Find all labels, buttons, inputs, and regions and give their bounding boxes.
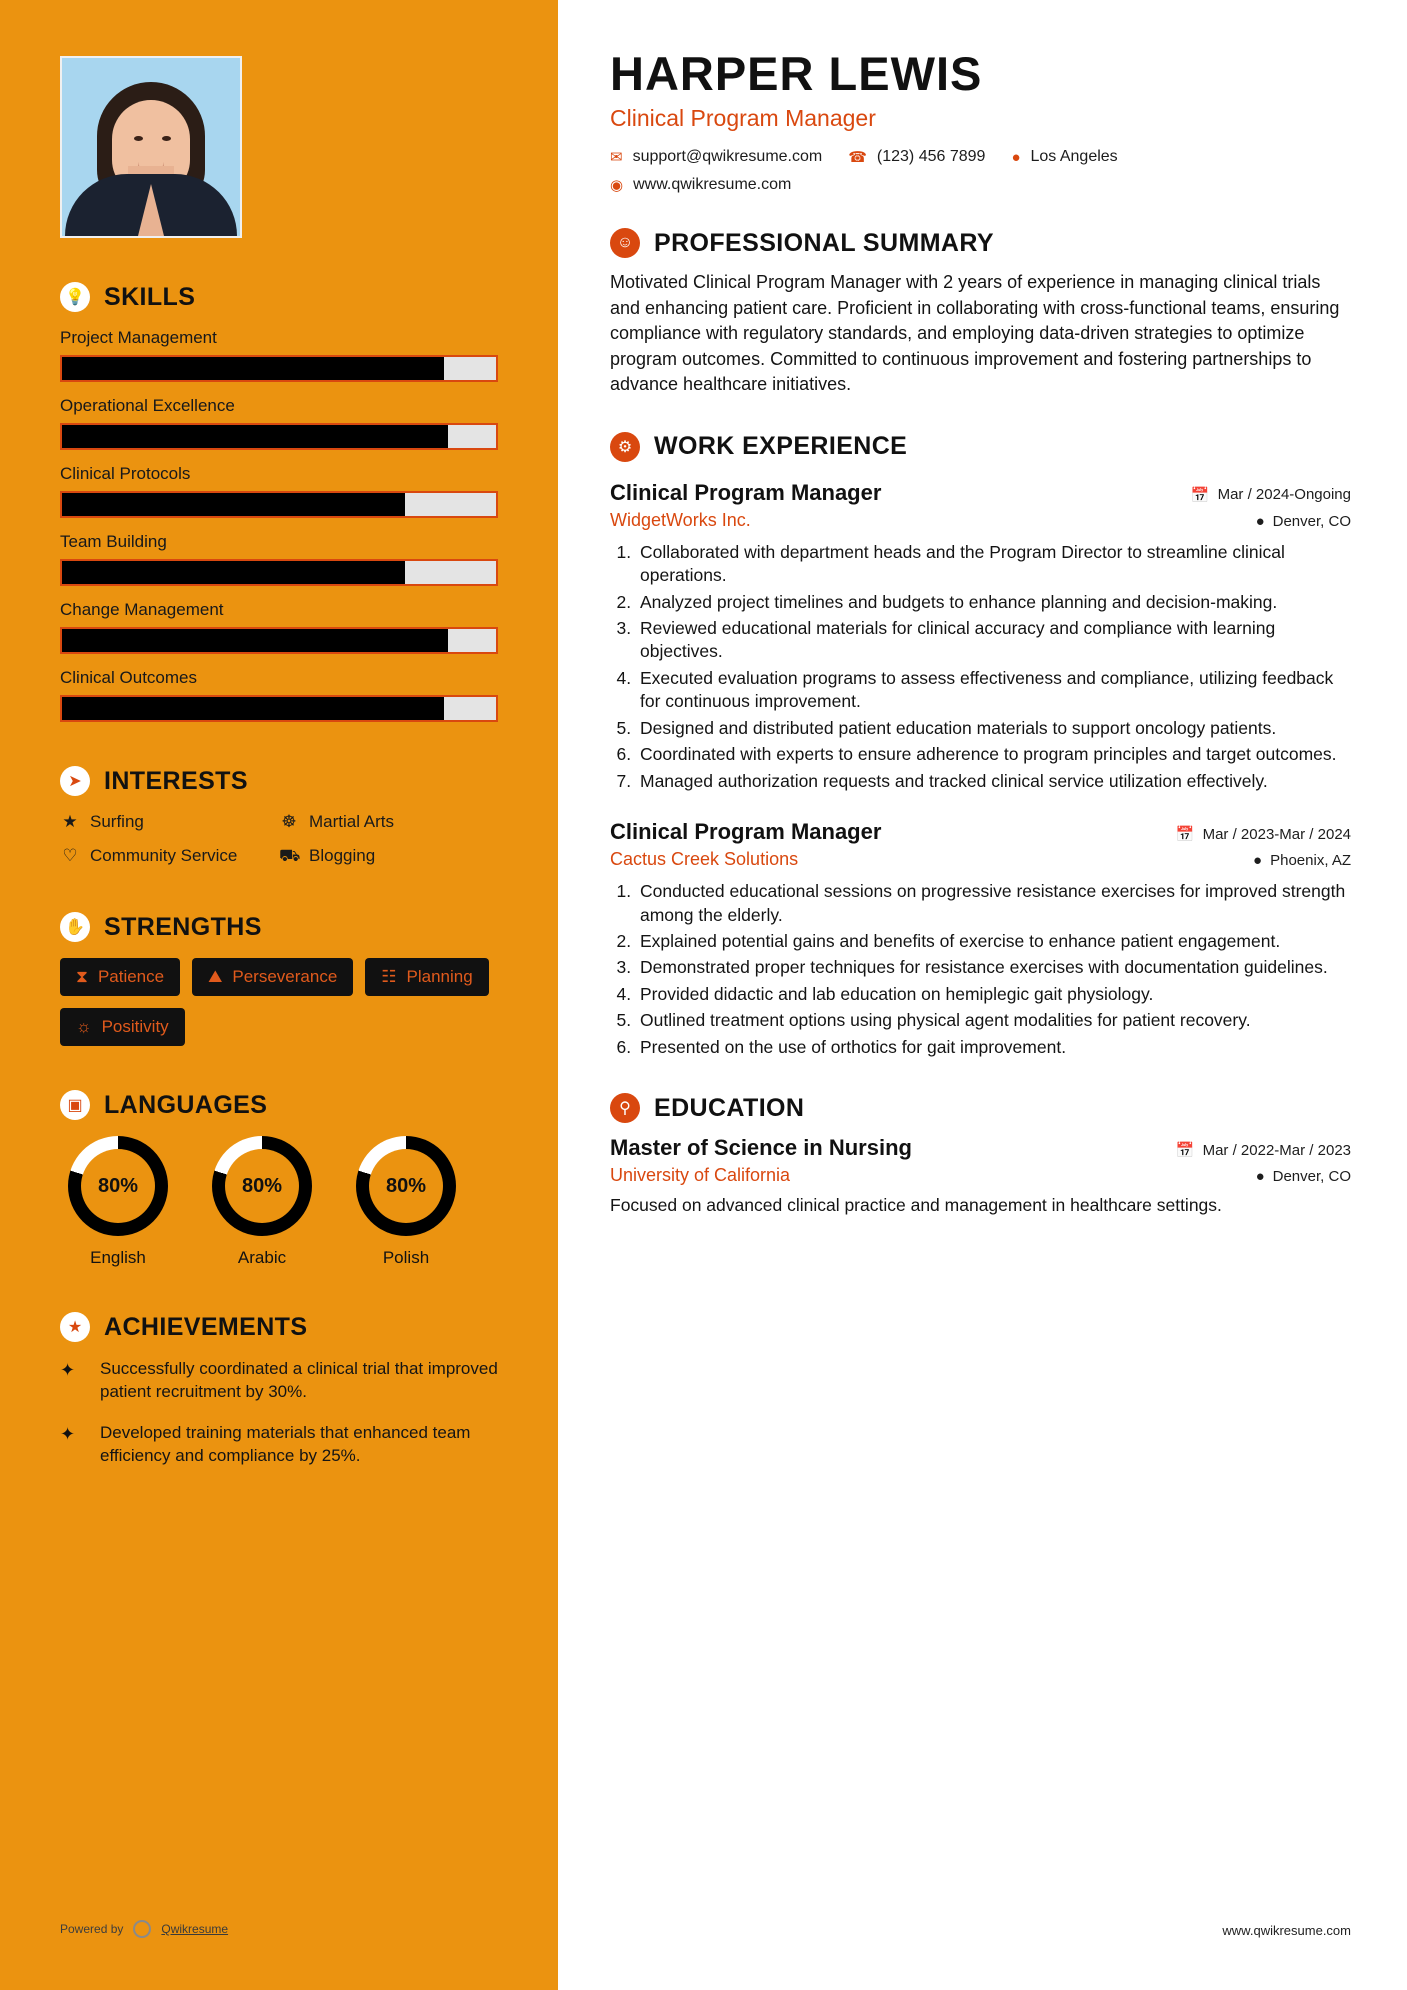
skill-bar-fill bbox=[62, 493, 405, 516]
job-location bbox=[1253, 852, 1351, 869]
email-icon: ✉ bbox=[610, 149, 623, 166]
language-item bbox=[204, 1136, 320, 1268]
education-entry bbox=[610, 1135, 1351, 1217]
job-title: Clinical Program Manager bbox=[610, 479, 882, 505]
achievements-list bbox=[60, 1358, 498, 1468]
skill-label: Team Building bbox=[60, 532, 167, 551]
languages-list bbox=[60, 1136, 498, 1268]
id-card-icon: ▣ bbox=[60, 1090, 90, 1120]
strengths-section-header bbox=[60, 912, 498, 942]
strength-chip bbox=[192, 958, 353, 996]
job-location bbox=[1256, 513, 1351, 530]
skill-bar-fill bbox=[62, 425, 448, 448]
qwikresume-logo-icon bbox=[133, 1920, 151, 1938]
location-pin-icon: ● bbox=[1255, 1168, 1265, 1186]
achievements-section-header bbox=[60, 1312, 498, 1342]
skill-item bbox=[60, 668, 498, 722]
summary-text: Motivated Clinical Program Manager with 2 years of experience in managing clinical trials and enhancing patient care. Proficient in collaborating with cross-functional teams, ensuring compliance with regulatory standards, and employing data-driven strategies to optimize program outcomes. Committed to continuous improvement and fostering partnerships to advance healthcare initiatives. bbox=[610, 272, 1340, 395]
language-percent: 80% bbox=[369, 1149, 443, 1223]
summary-section-header bbox=[610, 228, 1351, 258]
skill-bar bbox=[60, 627, 498, 654]
job-dates-text: Mar / 2024-Ongoing bbox=[1217, 486, 1351, 504]
languages-title: LANGUAGES bbox=[104, 1090, 268, 1119]
language-donut bbox=[356, 1136, 456, 1236]
star-badge-icon: ★ bbox=[60, 1312, 90, 1342]
sun-icon: ☼ bbox=[76, 1017, 92, 1036]
skill-label: Change Management bbox=[60, 600, 224, 619]
job-company: Cactus Creek Solutions bbox=[610, 849, 799, 870]
hand-heart-icon: ♡ bbox=[62, 846, 78, 865]
contact-email[interactable] bbox=[610, 148, 822, 166]
skill-item bbox=[60, 328, 498, 382]
trophy-star-icon: ✦ bbox=[60, 1360, 76, 1380]
strength-label: Patience bbox=[97, 967, 165, 986]
degree-title: Master of Science in Nursing bbox=[610, 1135, 912, 1161]
language-percent: 80% bbox=[225, 1149, 299, 1223]
phone-icon: ☎ bbox=[848, 149, 867, 166]
language-name: Polish bbox=[382, 1248, 430, 1267]
star-icon: ★ bbox=[62, 812, 78, 831]
calendar-icon: 📅 bbox=[1175, 826, 1195, 844]
language-percent: 80% bbox=[81, 1149, 155, 1223]
job-bullet: 2. Analyzed project timelines and budgets to enhance planning and decision-making. bbox=[636, 591, 1351, 614]
location-pin-icon: ● bbox=[1253, 852, 1263, 870]
job-bullet: 6. Coordinated with experts to ensure adherence to program principles and target outcomes. bbox=[636, 743, 1351, 766]
contact-phone-text: (123) 456 7899 bbox=[876, 148, 986, 165]
education-section-header bbox=[610, 1093, 1351, 1123]
job-bullet: 5. Outlined treatment options using physical agent modalities for patient recovery. bbox=[636, 1009, 1351, 1032]
job-bullets bbox=[636, 541, 1351, 793]
job-location-text: Phoenix, AZ bbox=[1270, 852, 1351, 870]
powered-by-label: Powered by bbox=[60, 1922, 124, 1936]
language-donut bbox=[68, 1136, 168, 1236]
skills-section-header bbox=[60, 282, 498, 312]
page-title: HARPER LEWIS bbox=[610, 47, 983, 100]
experience-entry bbox=[610, 480, 1351, 793]
sidebar bbox=[0, 0, 558, 1990]
interest-item bbox=[60, 846, 279, 868]
job-location-text: Denver, CO bbox=[1272, 512, 1351, 530]
job-bullets bbox=[636, 880, 1351, 1059]
skill-bar bbox=[60, 355, 498, 382]
job-bullet: 4. Executed evaluation programs to assess effectiveness and compliance, utilizing feedback for continuous improvement. bbox=[636, 667, 1351, 714]
skill-item bbox=[60, 464, 498, 518]
contact-email-text: support@qwikresume.com bbox=[632, 148, 823, 165]
school-name: University of California bbox=[610, 1165, 791, 1186]
job-bullet: 2. Explained potential gains and benefits of exercise to enhance patient engagement. bbox=[636, 930, 1351, 953]
education-dates bbox=[1176, 1141, 1351, 1159]
skill-bar-fill bbox=[62, 697, 444, 720]
job-title: Clinical Program Manager bbox=[610, 819, 882, 845]
job-company: WidgetWorks Inc. bbox=[610, 509, 751, 530]
contact-location bbox=[1011, 148, 1117, 166]
skill-bar-fill bbox=[62, 629, 448, 652]
location-pin-icon: ● bbox=[1011, 148, 1021, 166]
summary-title: PROFESSIONAL SUMMARY bbox=[654, 228, 994, 257]
skill-bar bbox=[60, 423, 498, 450]
skill-label: Project Management bbox=[60, 328, 217, 347]
strengths-list bbox=[60, 958, 498, 1046]
hourglass-icon: ⧗ bbox=[76, 967, 88, 986]
interest-label: Community Service bbox=[90, 846, 238, 865]
people-icon: ⛟ bbox=[279, 846, 301, 865]
strength-chip bbox=[365, 958, 488, 996]
interest-item bbox=[279, 846, 498, 868]
job-bullet: 5. Designed and distributed patient education materials to support oncology patients. bbox=[636, 717, 1351, 740]
job-bullet: 3. Demonstrated proper techniques for resistance exercises with documentation guidelines. bbox=[636, 956, 1351, 979]
education-dates-text: Mar / 2022-Mar / 2023 bbox=[1202, 1141, 1351, 1159]
languages-section-header bbox=[60, 1090, 498, 1120]
paper-plane-icon: ➤ bbox=[60, 766, 90, 796]
job-role-subtitle: Clinical Program Manager bbox=[610, 105, 876, 131]
globe-icon: ◉ bbox=[610, 177, 624, 194]
interest-item bbox=[60, 812, 279, 832]
education-description: Focused on advanced clinical practice and management in healthcare settings. bbox=[610, 1195, 1222, 1216]
language-item bbox=[60, 1136, 176, 1268]
interests-title: INTERESTS bbox=[104, 766, 248, 795]
skill-bar bbox=[60, 491, 498, 518]
footer-url: www.qwikresume.com bbox=[1222, 1923, 1351, 1938]
skill-bar-fill bbox=[62, 357, 444, 380]
skill-label: Clinical Outcomes bbox=[60, 668, 197, 687]
interest-item bbox=[279, 812, 498, 832]
strength-label: Positivity bbox=[101, 1017, 169, 1036]
experience-section-header bbox=[610, 432, 1351, 462]
job-bullet: 1. Conducted educational sessions on progressive resistance exercises for improved strength among the elderly. bbox=[636, 880, 1351, 927]
skill-item bbox=[60, 396, 498, 450]
language-item bbox=[348, 1136, 464, 1268]
education-location-text: Denver, CO bbox=[1272, 1168, 1351, 1186]
skill-bar bbox=[60, 559, 498, 586]
skill-label: Clinical Protocols bbox=[60, 464, 191, 483]
experience-title: WORK EXPERIENCE bbox=[654, 432, 908, 461]
avatar bbox=[60, 56, 242, 238]
skill-bar-fill bbox=[62, 561, 405, 584]
strength-chip bbox=[60, 958, 180, 996]
language-name: Arabic bbox=[237, 1248, 287, 1267]
calendar-icon: 📅 bbox=[1175, 1142, 1195, 1160]
language-donut bbox=[212, 1136, 312, 1236]
skills-list bbox=[60, 328, 498, 722]
lightbulb-icon: 💡 bbox=[60, 282, 90, 312]
education-title: EDUCATION bbox=[654, 1093, 805, 1122]
interest-label: Surfing bbox=[90, 812, 144, 831]
contact-website-text: www.qwikresume.com bbox=[633, 176, 792, 193]
job-dates bbox=[1191, 486, 1351, 504]
martial-arts-icon: ☸ bbox=[281, 812, 297, 831]
interest-label: Blogging bbox=[309, 846, 376, 865]
experience-entry bbox=[610, 819, 1351, 1059]
qwikresume-link[interactable]: Qwikresume bbox=[161, 1922, 229, 1936]
achievement-item bbox=[60, 1358, 498, 1404]
mountain-icon: ⛰ bbox=[208, 967, 223, 986]
location-pin-icon: ● bbox=[1255, 512, 1265, 530]
contact-list bbox=[610, 148, 1351, 194]
contact-location-text: Los Angeles bbox=[1030, 148, 1118, 165]
trophy-star-icon: ✦ bbox=[60, 1423, 76, 1444]
interest-label: Martial Arts bbox=[309, 812, 395, 831]
skill-bar bbox=[60, 695, 498, 722]
skill-item bbox=[60, 532, 498, 586]
job-dates-text: Mar / 2023-Mar / 2024 bbox=[1202, 825, 1351, 843]
education-location bbox=[1256, 1168, 1351, 1185]
skill-label: Operational Excellence bbox=[60, 396, 235, 415]
interests-list bbox=[60, 812, 498, 868]
skills-title: SKILLS bbox=[104, 282, 196, 311]
calendar-icon: 📅 bbox=[1190, 486, 1210, 504]
achievement-text: Developed training materials that enhanced team efficiency and compliance by 25%. bbox=[100, 1422, 471, 1465]
strength-chip bbox=[60, 1008, 185, 1046]
job-bullet: 3. Reviewed educational materials for clinical accuracy and compliance with learning objectives. bbox=[636, 617, 1351, 664]
briefcase-icon: ⚙ bbox=[610, 432, 640, 462]
strength-label: Perseverance bbox=[232, 967, 338, 986]
main-content bbox=[558, 0, 1407, 1990]
contact-website[interactable] bbox=[610, 176, 1351, 194]
fist-icon: ✋ bbox=[60, 912, 90, 942]
job-dates bbox=[1176, 825, 1351, 843]
graduation-cap-icon: ⚲ bbox=[610, 1093, 640, 1123]
strengths-title: STRENGTHS bbox=[104, 912, 262, 941]
job-bullet: 1. Collaborated with department heads and the Program Director to streamline clinical operations. bbox=[636, 541, 1351, 588]
achievement-text: Successfully coordinated a clinical trial that improved patient recruitment by 30%. bbox=[100, 1359, 498, 1401]
skill-item bbox=[60, 600, 498, 654]
contact-phone[interactable] bbox=[848, 148, 985, 166]
job-bullet: 7. Managed authorization requests and tracked clinical service utilization effectively. bbox=[636, 770, 1351, 793]
calendar-icon: ☷ bbox=[381, 967, 397, 986]
language-name: English bbox=[90, 1248, 146, 1267]
achievement-item bbox=[60, 1422, 498, 1468]
achievements-title: ACHIEVEMENTS bbox=[104, 1312, 308, 1341]
job-bullet: 6. Presented on the use of orthotics for gait improvement. bbox=[636, 1036, 1351, 1059]
strength-label: Planning bbox=[406, 967, 473, 986]
person-circle-icon: ☺ bbox=[610, 228, 640, 258]
job-bullet: 4. Provided didactic and lab education on hemiplegic gait physiology. bbox=[636, 983, 1351, 1006]
powered-by bbox=[60, 1920, 228, 1938]
interests-section-header bbox=[60, 766, 498, 796]
